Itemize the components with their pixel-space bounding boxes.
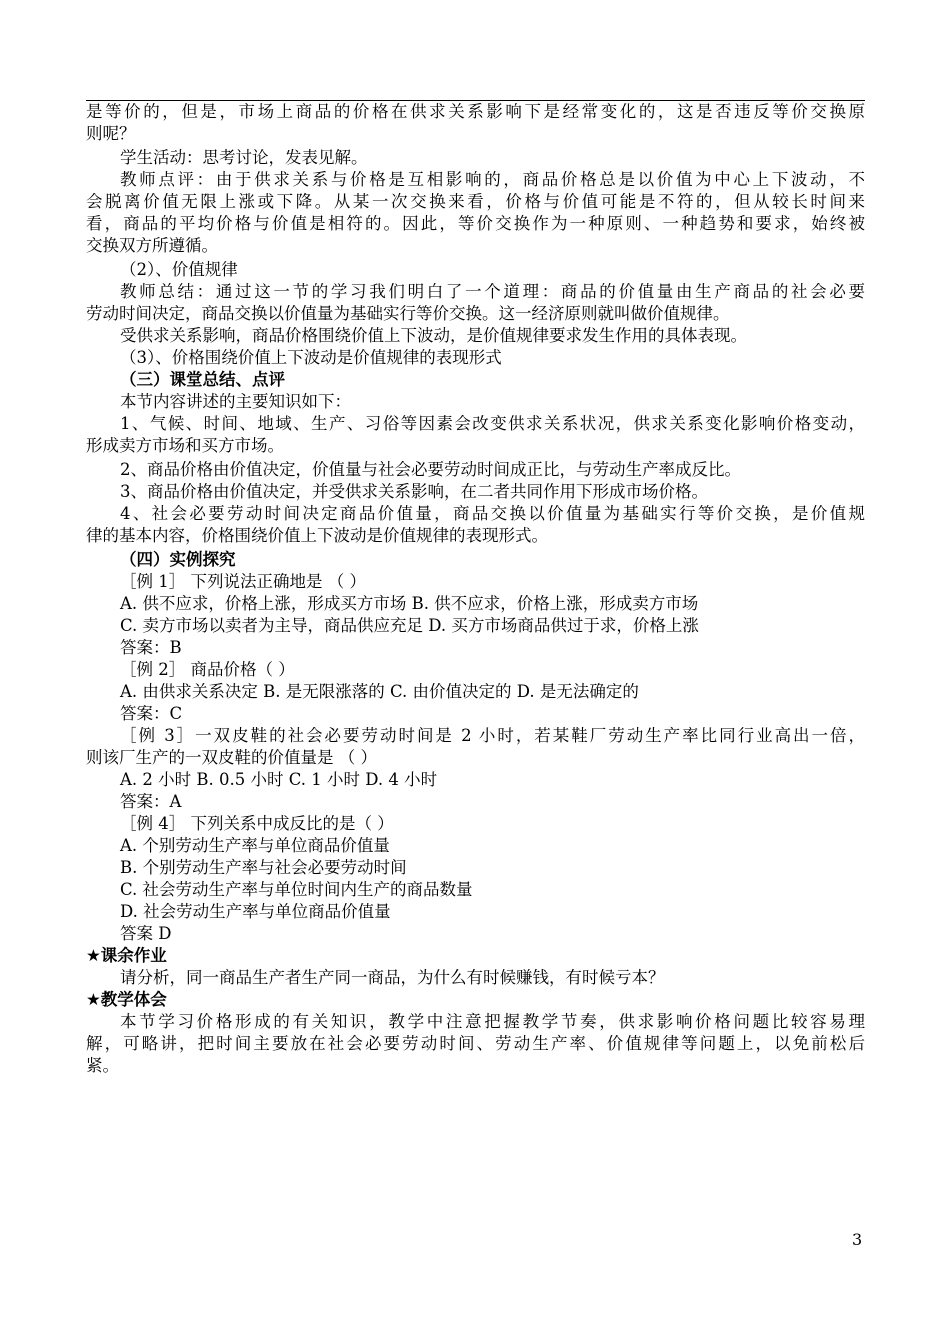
example-option: A. 个别劳动生产率与单位商品价值量	[120, 836, 390, 855]
text-line: 受供求关系影响，商品价格围绕价值上下波动，是价值规律要求发生作用的具体表现。	[120, 326, 747, 345]
example-option: C. 社会劳动生产率与单位时间内生产的商品数量	[120, 880, 473, 899]
example-question: ［例 3］一双皮鞋的社会必要劳动时间是 2 小时，若某鞋厂劳动生产率比同行业高出一倍，	[120, 726, 865, 745]
text-line: 3、商品价格由价值决定，并受供求关系影响，在二者共同作用下形成市场价格。	[120, 482, 708, 501]
text-line: 解，可略讲，把时间主要放在社会必要劳动时间、劳动生产率、价值规律等问题上，以免前松后	[86, 1034, 865, 1053]
text-line: 是等价的，但是，市场上商品的价格在供求关系影响下是经常变化的，这是否违反等价交换原	[86, 102, 865, 121]
page-number: 3	[852, 1230, 863, 1249]
example-answer: 答案：B	[120, 638, 182, 657]
text-line: 1、气候、时间、地域、生产、习俗等因素会改变供求关系状况，供求关系变化影响价格变动，	[120, 414, 865, 433]
text-line: 劳动时间决定，商品交换以价值量为基础实行等价交换。这一经济原则就叫做价值规律。	[86, 304, 730, 323]
example-options: A. 2 小时 B. 0.5 小时 C. 1 小时 D. 4 小时	[120, 770, 438, 789]
text-line: 形成卖方市场和买方市场。	[86, 436, 284, 455]
text-line: 律的基本内容，价格围绕价值上下波动是价值规律的表现形式。	[86, 526, 548, 545]
text-line: 4、社会必要劳动时间决定商品价值量，商品交换以价值量为基础实行等价交换，是价值规	[120, 504, 865, 523]
example-options: A. 由供求关系决定 B. 是无限涨落的 C. 由价值决定的 D. 是无法确定的	[120, 682, 639, 701]
example-question: ［例 2］ 商品价格（ ）	[120, 660, 295, 679]
example-answer: 答案：C	[120, 704, 183, 723]
example-option: B. 个别劳动生产率与社会必要劳动时间	[120, 858, 407, 877]
example-options: C. 卖方市场以卖者为主导，商品供应充足 D. 买方市场商品供过于求，价格上涨	[120, 616, 699, 635]
section-heading: （四）实例探究	[120, 550, 236, 569]
text-line: 看，商品的平均价格与价值是相符的。因此，等价交换作为一种原则、一种趋势和要求，始终被	[86, 214, 865, 233]
example-options: A. 供不应求，价格上涨，形成买方市场 B. 供不应求，价格上涨，形成卖方市场	[120, 594, 699, 613]
text-line: 紧。	[86, 1056, 119, 1075]
section-heading: ★教学体会	[86, 990, 167, 1009]
example-question: ［例 1］ 下列说法正确地是 （ ）	[120, 572, 366, 591]
text-line: 教师总结：通过这一节的学习我们明白了一个道理：商品的价值量由生产商品的社会必要	[120, 282, 865, 301]
section-heading: （三）课堂总结、点评	[120, 370, 285, 389]
section-heading: （2）、价值规律	[120, 260, 238, 279]
text-line: 交换双方所遵循。	[86, 236, 218, 255]
example-option: D. 社会劳动生产率与单位商品价值量	[120, 902, 391, 921]
text-line: 请分析，同一商品生产者生产同一商品，为什么有时候赚钱，有时候亏本？	[120, 968, 665, 987]
example-answer: 答案 D	[120, 924, 172, 943]
text-line: 学生活动：思考讨论，发表见解。	[120, 148, 368, 167]
text-line: 本节学习价格形成的有关知识，教学中注意把握教学节奏，供求影响价格问题比较容易理	[120, 1012, 865, 1031]
example-question: ［例 4］ 下列关系中成反比的是（ ）	[120, 814, 394, 833]
text-line: 会脱离价值无限上涨或下降。从某一次交换来看，价格与价值可能是不符的，但从较长时间来	[86, 192, 865, 211]
text-line: 2、商品价格由价值决定，价值量与社会必要劳动时间成正比，与劳动生产率成反比。	[120, 460, 741, 479]
text-line: 教师点评：由于供求关系与价格是互相影响的，商品价格总是以价值为中心上下波动，不	[120, 170, 865, 189]
text-line: 则呢？	[86, 124, 136, 143]
example-question: 则该厂生产的一双皮鞋的价值量是 （ ）	[86, 748, 377, 767]
text-line: 本节内容讲述的主要知识如下：	[120, 392, 351, 411]
section-heading: （3）、价格围绕价值上下波动是价值规律的表现形式	[120, 348, 502, 367]
section-heading: ★课余作业	[86, 946, 167, 965]
example-answer: 答案：A	[120, 792, 182, 811]
